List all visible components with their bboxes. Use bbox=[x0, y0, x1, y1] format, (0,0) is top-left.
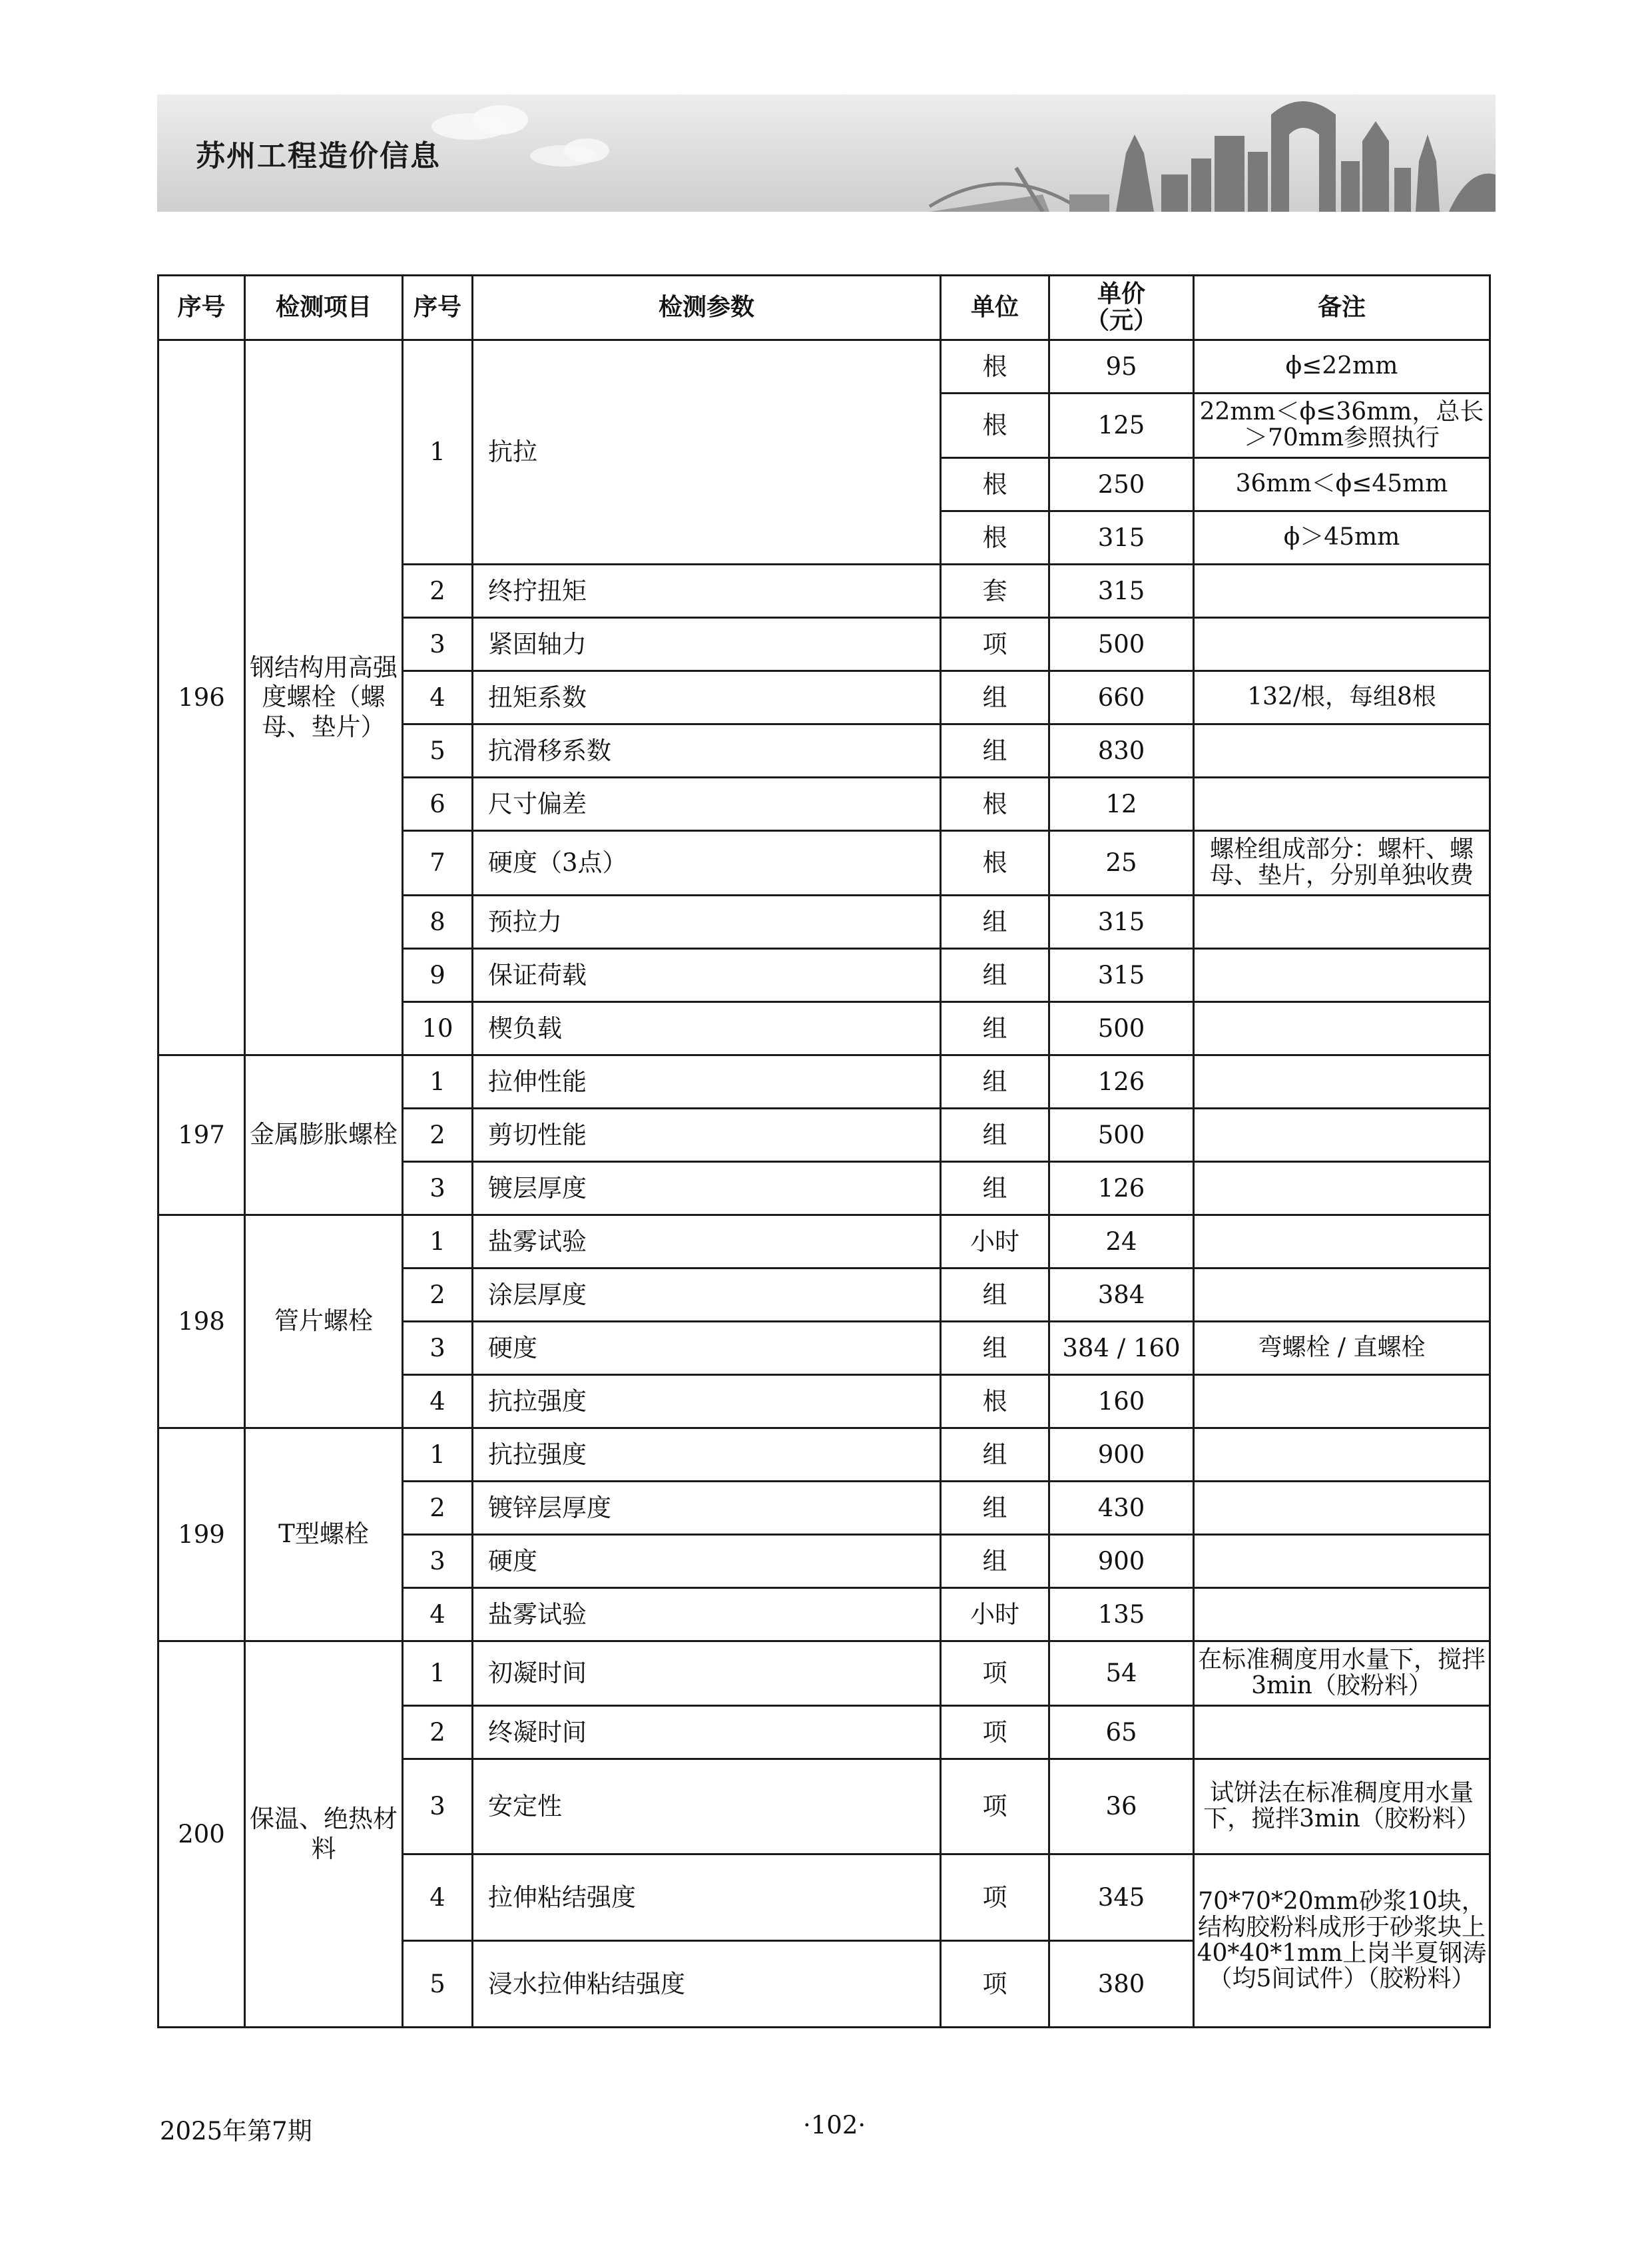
row-price: 380 bbox=[1049, 1941, 1194, 2028]
row-price: 95 bbox=[1049, 340, 1194, 394]
row-seq: 8 bbox=[403, 896, 473, 949]
row-unit: 组 bbox=[941, 671, 1049, 724]
row-param: 镀锌层厚度 bbox=[473, 1482, 941, 1535]
row-unit: 组 bbox=[941, 1268, 1049, 1322]
row-note: 22mm＜ϕ≤36mm，总长＞70mm参照执行 bbox=[1194, 394, 1490, 458]
row-unit: 套 bbox=[941, 565, 1049, 618]
row-seq: 10 bbox=[403, 1002, 473, 1055]
row-price: 125 bbox=[1049, 394, 1194, 458]
row-unit: 根 bbox=[941, 340, 1049, 394]
row-unit: 项 bbox=[941, 1706, 1049, 1759]
row-seq: 9 bbox=[403, 949, 473, 1002]
row-seq: 2 bbox=[403, 1109, 473, 1162]
row-note bbox=[1194, 565, 1490, 618]
row-param: 楔负载 bbox=[473, 1002, 941, 1055]
col-header-param: 检测参数 bbox=[473, 276, 941, 340]
group-no: 198 bbox=[158, 1215, 245, 1428]
row-price: 430 bbox=[1049, 1482, 1194, 1535]
row-note bbox=[1194, 949, 1490, 1002]
row-price: 315 bbox=[1049, 896, 1194, 949]
row-price: 900 bbox=[1049, 1535, 1194, 1588]
row-note bbox=[1194, 778, 1490, 831]
row-note bbox=[1194, 724, 1490, 778]
row-param: 盐雾试验 bbox=[473, 1215, 941, 1268]
group-no: 197 bbox=[158, 1055, 245, 1215]
row-unit: 项 bbox=[941, 1854, 1049, 1941]
row-price: 25 bbox=[1049, 831, 1194, 896]
row-seq: 5 bbox=[403, 724, 473, 778]
table-row bbox=[158, 1428, 1490, 1482]
row-price: 65 bbox=[1049, 1706, 1194, 1759]
col-header-note: 备注 bbox=[1194, 276, 1490, 340]
group-no: 200 bbox=[158, 1641, 245, 2028]
table-row bbox=[158, 1641, 1490, 1706]
row-price: 12 bbox=[1049, 778, 1194, 831]
row-note bbox=[1194, 1268, 1490, 1322]
row-price: 500 bbox=[1049, 618, 1194, 671]
row-note: 在标准稠度用水量下，搅拌3min（胶粉料） bbox=[1194, 1641, 1490, 1706]
row-param: 抗滑移系数 bbox=[473, 724, 941, 778]
row-unit: 根 bbox=[941, 1375, 1049, 1428]
row-unit: 小时 bbox=[941, 1588, 1049, 1641]
row-unit: 组 bbox=[941, 896, 1049, 949]
row-seq: 4 bbox=[403, 671, 473, 724]
col-header-item: 检测项目 bbox=[245, 276, 403, 340]
row-note: 弯螺栓 / 直螺栓 bbox=[1194, 1322, 1490, 1375]
group-no: 196 bbox=[158, 340, 245, 1055]
row-seq: 3 bbox=[403, 1322, 473, 1375]
row-seq: 4 bbox=[403, 1588, 473, 1641]
row-note bbox=[1194, 1535, 1490, 1588]
row-price: 345 bbox=[1049, 1854, 1194, 1941]
table-row bbox=[158, 1215, 1490, 1268]
publication-title: 苏州工程造价信息 bbox=[196, 139, 441, 173]
group-item: 保温、绝热材料 bbox=[245, 1641, 403, 2028]
row-unit: 项 bbox=[941, 618, 1049, 671]
col-header-unit: 单位 bbox=[941, 276, 1049, 340]
row-param: 抗拉强度 bbox=[473, 1375, 941, 1428]
row-price: 900 bbox=[1049, 1428, 1194, 1482]
row-note bbox=[1194, 1109, 1490, 1162]
row-param: 拉伸粘结强度 bbox=[473, 1854, 941, 1941]
row-param: 涂层厚度 bbox=[473, 1268, 941, 1322]
group-item: 金属膨胀螺栓 bbox=[245, 1055, 403, 1215]
row-unit: 根 bbox=[941, 458, 1049, 511]
row-seq: 2 bbox=[403, 565, 473, 618]
row-unit: 组 bbox=[941, 949, 1049, 1002]
group-item: T型螺栓 bbox=[245, 1428, 403, 1641]
row-unit: 项 bbox=[941, 1641, 1049, 1706]
row-price: 315 bbox=[1049, 511, 1194, 565]
row-param: 硬度 bbox=[473, 1535, 941, 1588]
group-item: 管片螺栓 bbox=[245, 1215, 403, 1428]
row-param: 硬度 bbox=[473, 1322, 941, 1375]
row-seq: 2 bbox=[403, 1482, 473, 1535]
row-seq: 4 bbox=[403, 1854, 473, 1941]
row-note bbox=[1194, 618, 1490, 671]
row-price: 315 bbox=[1049, 949, 1194, 1002]
row-note: 132/根，每组8根 bbox=[1194, 671, 1490, 724]
row-unit: 小时 bbox=[941, 1215, 1049, 1268]
row-param: 尺寸偏差 bbox=[473, 778, 941, 831]
row-unit: 组 bbox=[941, 1055, 1049, 1109]
row-price: 384 bbox=[1049, 1268, 1194, 1322]
row-note: 螺栓组成部分：螺杆、螺母、垫片，分别单独收费 bbox=[1194, 831, 1490, 896]
row-price: 830 bbox=[1049, 724, 1194, 778]
row-seq: 1 bbox=[403, 1215, 473, 1268]
row-price: 250 bbox=[1049, 458, 1194, 511]
row-note bbox=[1194, 1215, 1490, 1268]
header-row bbox=[158, 276, 1490, 340]
price-header-line2: （元） bbox=[1085, 307, 1157, 334]
row-param: 保证荷载 bbox=[473, 949, 941, 1002]
row-price: 660 bbox=[1049, 671, 1194, 724]
row-unit: 根 bbox=[941, 831, 1049, 896]
row-note bbox=[1194, 1706, 1490, 1759]
row-note: ϕ≤22mm bbox=[1194, 340, 1490, 394]
row-param: 盐雾试验 bbox=[473, 1588, 941, 1641]
row-seq: 5 bbox=[403, 1941, 473, 2028]
footer-page-number: ·102· bbox=[803, 2111, 866, 2139]
row-note: 36mm＜ϕ≤45mm bbox=[1194, 458, 1490, 511]
row-seq: 3 bbox=[403, 1535, 473, 1588]
row-param: 剪切性能 bbox=[473, 1109, 941, 1162]
row-param: 拉伸性能 bbox=[473, 1055, 941, 1109]
row-unit: 项 bbox=[941, 1941, 1049, 2028]
row-price: 126 bbox=[1049, 1055, 1194, 1109]
footer-issue: 2025年第7期 bbox=[160, 2117, 312, 2145]
row-unit: 组 bbox=[941, 1482, 1049, 1535]
row-seq: 3 bbox=[403, 1759, 473, 1854]
row-param: 预拉力 bbox=[473, 896, 941, 949]
row-note: 试饼法在标准稠度用水量下，搅拌3min（胶粉料） bbox=[1194, 1759, 1490, 1854]
row-param: 安定性 bbox=[473, 1759, 941, 1854]
table-row bbox=[158, 340, 1490, 394]
row-price: 500 bbox=[1049, 1002, 1194, 1055]
header-banner bbox=[157, 95, 1496, 212]
row-param: 紧固轴力 bbox=[473, 618, 941, 671]
row-note bbox=[1194, 896, 1490, 949]
row-unit: 组 bbox=[941, 1535, 1049, 1588]
row-seq: 4 bbox=[403, 1375, 473, 1428]
row-unit: 根 bbox=[941, 394, 1049, 458]
row-param: 扭矩系数 bbox=[473, 671, 941, 724]
row-price: 36 bbox=[1049, 1759, 1194, 1854]
row-seq: 2 bbox=[403, 1706, 473, 1759]
row-param: 终凝时间 bbox=[473, 1706, 941, 1759]
price-table bbox=[157, 274, 1491, 2028]
row-seq: 3 bbox=[403, 618, 473, 671]
group-item: 钢结构用高强度螺栓（螺母、垫片） bbox=[245, 340, 403, 1055]
row-seq: 2 bbox=[403, 1268, 473, 1322]
row-unit: 组 bbox=[941, 1162, 1049, 1215]
row-note bbox=[1194, 1055, 1490, 1109]
col-header-price bbox=[1049, 276, 1194, 340]
row-note bbox=[1194, 1162, 1490, 1215]
row-price: 315 bbox=[1049, 565, 1194, 618]
row-note bbox=[1194, 1482, 1490, 1535]
row-note bbox=[1194, 1002, 1490, 1055]
row-unit: 组 bbox=[941, 1428, 1049, 1482]
row-seq: 7 bbox=[403, 831, 473, 896]
row-note: ϕ＞45mm bbox=[1194, 511, 1490, 565]
row-seq: 1 bbox=[403, 1055, 473, 1109]
row-price: 160 bbox=[1049, 1375, 1194, 1428]
table-row bbox=[158, 1055, 1490, 1109]
row-seq: 1 bbox=[403, 1428, 473, 1482]
row-note bbox=[1194, 1428, 1490, 1482]
row-param: 浸水拉伸粘结强度 bbox=[473, 1941, 941, 2028]
row-seq: 6 bbox=[403, 778, 473, 831]
row-seq: 1 bbox=[403, 1641, 473, 1706]
row-price: 126 bbox=[1049, 1162, 1194, 1215]
row-price: 500 bbox=[1049, 1109, 1194, 1162]
row-param: 抗拉强度 bbox=[473, 1428, 941, 1482]
row-unit: 项 bbox=[941, 1759, 1049, 1854]
group-no: 199 bbox=[158, 1428, 245, 1641]
row-unit: 根 bbox=[941, 778, 1049, 831]
row-note: 70*70*20mm砂浆10块，结构胶粉料成形于砂浆块上40*40*1mm上岗半夏钢涛（均5间试件）（胶粉料） bbox=[1194, 1854, 1490, 2028]
row-unit: 组 bbox=[941, 1322, 1049, 1375]
price-header-line1: 单价 bbox=[1097, 280, 1145, 308]
row-unit: 组 bbox=[941, 1002, 1049, 1055]
row-seq: 3 bbox=[403, 1162, 473, 1215]
row-param: 抗拉 bbox=[473, 340, 941, 565]
col-header-sub-seq: 序号 bbox=[403, 276, 473, 340]
row-param: 硬度（3点） bbox=[473, 831, 941, 896]
row-price: 54 bbox=[1049, 1641, 1194, 1706]
row-price: 384 / 160 bbox=[1049, 1322, 1194, 1375]
row-unit: 根 bbox=[941, 511, 1049, 565]
row-price: 24 bbox=[1049, 1215, 1194, 1268]
row-unit: 组 bbox=[941, 724, 1049, 778]
row-seq: 1 bbox=[403, 340, 473, 565]
col-header-seq: 序号 bbox=[158, 276, 245, 340]
row-unit: 组 bbox=[941, 1109, 1049, 1162]
row-price: 135 bbox=[1049, 1588, 1194, 1641]
row-param: 终拧扭矩 bbox=[473, 565, 941, 618]
row-param: 初凝时间 bbox=[473, 1641, 941, 1706]
row-note bbox=[1194, 1588, 1490, 1641]
row-note bbox=[1194, 1375, 1490, 1428]
row-param: 镀层厚度 bbox=[473, 1162, 941, 1215]
